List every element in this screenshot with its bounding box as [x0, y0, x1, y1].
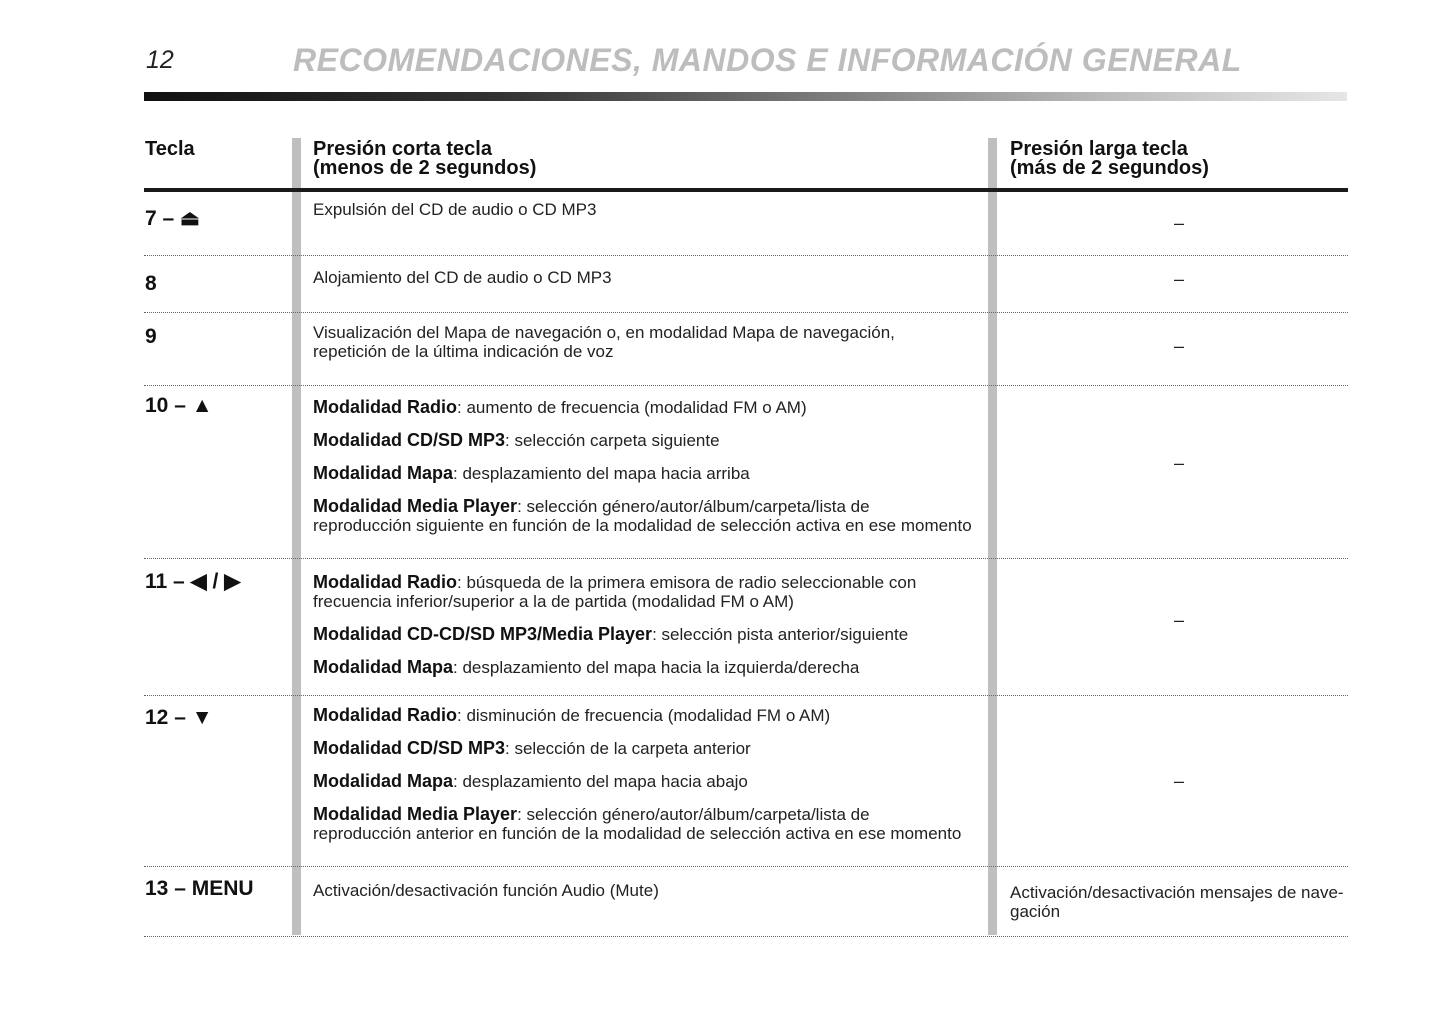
row-short-line2: repetición de la última indicación de voz [313, 342, 614, 361]
header-key: Tecla [145, 138, 195, 160]
row-long-line1: Activación/desactivación mensajes de nave- [1010, 883, 1344, 902]
mode-label: Modalidad CD/SD MP3 [313, 430, 506, 450]
row-key: 13 – MENU [145, 877, 254, 900]
mode-label: Modalidad CD/SD MP3 [313, 738, 506, 758]
mode-label: Modalidad Radio [313, 705, 457, 725]
row-short-item [313, 739, 993, 758]
row-key: 11 – ◀ / ▶ [145, 570, 241, 593]
mode-description-cont: reproducción siguiente en función de la modalidad de selección activa en ese momento [313, 516, 972, 535]
mode-description: : aumento de frecuencia (modalidad FM o AM) [457, 398, 807, 417]
page-number: 12 [146, 46, 174, 74]
row-short-item [313, 805, 993, 843]
mode-description: : selección género/autor/álbum/carpeta/lista de [517, 497, 870, 516]
mode-description: : disminución de frecuencia (modalidad FM o AM) [457, 706, 831, 725]
row-short-press [313, 398, 993, 535]
header-short-press [313, 140, 536, 178]
mode-description-cont: frecuencia inferior/superior a la de partida (modalidad FM o AM) [313, 592, 794, 611]
mode-label: Modalidad Mapa [313, 657, 454, 677]
row-short-press [313, 200, 993, 219]
row-long-press: – [1173, 269, 1184, 289]
header-long-press [1010, 140, 1209, 178]
row-key: 9 [145, 325, 157, 348]
mode-label: Modalidad Media Player [313, 496, 518, 516]
mode-description-cont: reproducción anterior en función de la modalidad de selección activa en ese momento [313, 824, 962, 843]
header-title: RECOMENDACIONES, MANDOS E INFORMACIÓN GENERAL [293, 42, 1242, 78]
row-short-item [313, 573, 993, 611]
row-long-press: – [1173, 453, 1184, 473]
row-long-line2: gación [1010, 902, 1061, 921]
mode-description: : desplazamiento del mapa hacia arriba [453, 464, 750, 483]
header-long-line1: Presión larga tecla [1010, 138, 1188, 160]
row-long-press: – [1173, 213, 1184, 233]
header-short-line1: Presión corta tecla [313, 138, 492, 160]
mode-description: : selección de la carpeta anterior [505, 739, 751, 758]
header-short-line2: (menos de 2 segundos) [313, 157, 537, 179]
table-row [144, 256, 1348, 313]
table-row [144, 192, 1348, 256]
controls-table [144, 138, 1348, 937]
mode-description: : selección pista anterior/siguiente [652, 625, 909, 644]
row-short-item [313, 625, 993, 644]
row-short-press [313, 706, 993, 843]
mode-label: Modalidad Media Player [313, 804, 518, 824]
row-short-item [313, 772, 993, 791]
mode-description: : selección carpeta siguiente [505, 431, 720, 450]
row-long-press [1010, 883, 1348, 921]
mode-description: : búsqueda de la primera emisora de radio seleccionable con [457, 573, 917, 592]
row-short-press [313, 881, 993, 900]
mode-label: Modalidad Radio [313, 397, 457, 417]
mode-description: : desplazamiento del mapa hacia la izquierda/derecha [453, 658, 860, 677]
row-short-text: Activación/desactivación función Audio (Mute) [313, 881, 659, 900]
row-key: 10 – ▲ [145, 394, 213, 417]
row-short-text: Alojamiento del CD de audio o CD MP3 [313, 268, 612, 287]
row-long-press: – [1173, 771, 1184, 791]
table-row [144, 696, 1348, 867]
header-long-line2: (más de 2 segundos) [1010, 157, 1209, 179]
row-key: 7 – ⏏ [145, 207, 200, 230]
table-row [144, 386, 1348, 559]
table-row [144, 867, 1348, 937]
row-short-press [313, 573, 993, 677]
row-short-item [313, 706, 993, 725]
row-short-line1: Visualización del Mapa de navegación o, en modalidad Mapa de navegación, [313, 323, 895, 342]
table-row [144, 313, 1348, 386]
row-short-item [313, 658, 993, 677]
row-short-press [313, 268, 993, 287]
row-short-item [313, 497, 993, 535]
row-long-press: – [1173, 336, 1184, 356]
mode-description: : selección género/autor/álbum/carpeta/lista de [517, 805, 870, 824]
row-short-press [313, 323, 993, 361]
row-short-item [313, 398, 993, 417]
mode-label: Modalidad Radio [313, 572, 457, 592]
row-key: 12 – ▼ [145, 706, 213, 729]
table-row [144, 559, 1348, 696]
header-rule [144, 92, 1347, 101]
row-key: 8 [145, 272, 157, 295]
row-short-text [313, 323, 993, 361]
row-short-text: Expulsión del CD de audio o CD MP3 [313, 200, 597, 219]
row-short-item [313, 464, 993, 483]
mode-label: Modalidad CD-CD/SD MP3/Media Player [313, 624, 653, 644]
table-header [144, 138, 1348, 192]
row-long-press: – [1173, 610, 1184, 630]
mode-description: : desplazamiento del mapa hacia abajo [453, 772, 748, 791]
mode-label: Modalidad Mapa [313, 771, 454, 791]
row-short-item [313, 431, 993, 450]
mode-label: Modalidad Mapa [313, 463, 454, 483]
